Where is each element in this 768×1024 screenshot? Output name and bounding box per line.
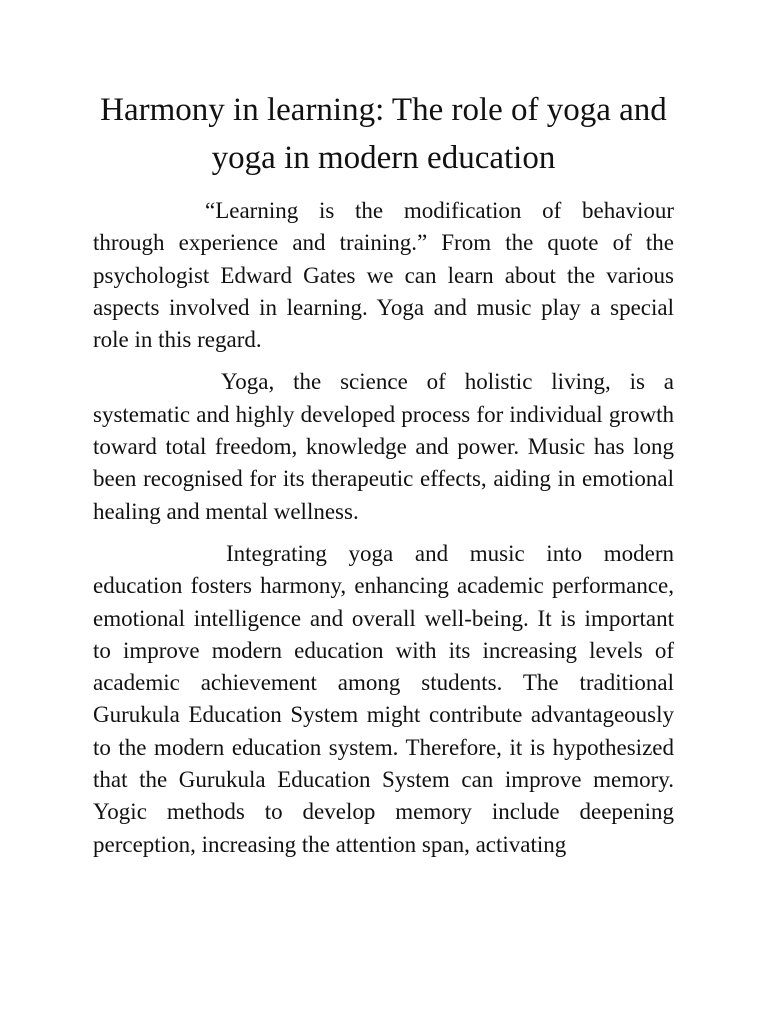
document-body [93,195,674,871]
paragraph-yoga-music: Yoga, the science of holistic living, is a systematic and highly developed process for individual growth toward total freedom, knowledge and power. Music has long been recognised for its therapeutic effects, aiding in emotional healing and mental wellness. [93,369,674,524]
paragraph-integration: Integrating yoga and music into modern education fosters harmony, enhancing academic performance, emotional intelligence and overall well-being. It is important to improve modern education with its increasing levels of academic achievement among students. The traditional Gurukula Education System might contribute advantageously to the modern education system. Therefore, it is hypothesized that the Gurukula Education System can improve memory. Yogic methods to develop memory include deepening perception, increasing the attention span, activating [93,540,674,857]
paragraph-learning-quote: “Learning is the modification of behaviour through experience and training.” From the quote of the psychologist Edward Gates we can learn about the various aspects involved in learning. Yoga and music play a special role in this regard. [93,198,674,353]
document-title: Harmony in learning: The role of yoga and yoga in modern education [100,92,667,176]
